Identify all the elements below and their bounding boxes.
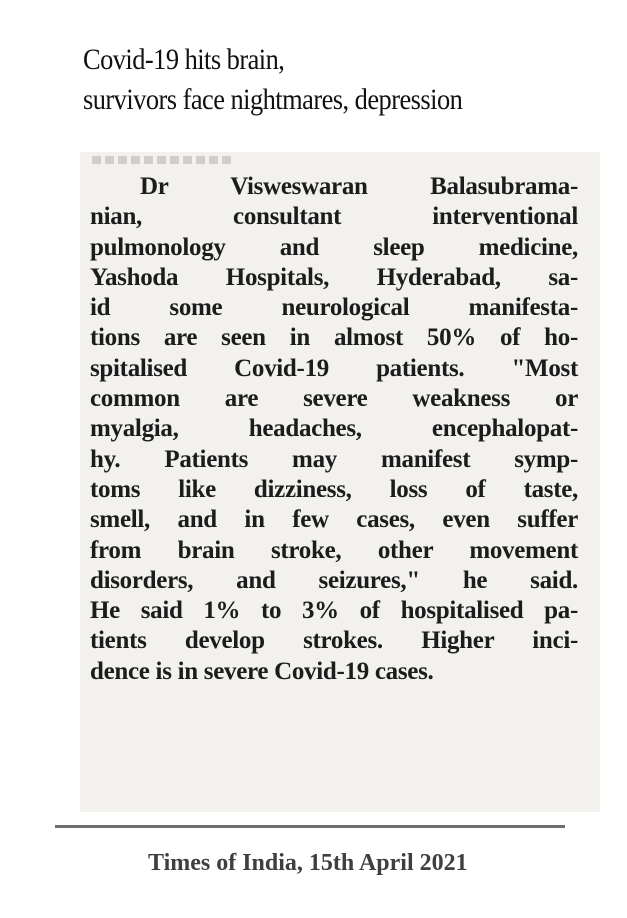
divider-rule (55, 825, 565, 828)
article-line: nian, consultant interventional (90, 203, 578, 231)
article-line: myalgia, headaches, encephalopat- (90, 415, 578, 443)
article-line: spitalised Covid-19 patients. "Most (90, 354, 578, 382)
article-line: disorders, and seizures," he said. (90, 566, 578, 594)
article-line: He said 1% to 3% of hospitalised pa- (90, 597, 578, 625)
article-line: Dr Visweswaran Balasubrama- (140, 173, 578, 200)
article-line: common are severe weakness or (90, 385, 578, 413)
article-line: toms like dizziness, loss of taste, (90, 475, 578, 503)
article-line: tions are seen in almost 50% of ho- (90, 324, 578, 352)
article-line: smell, and in few cases, even suffer (90, 506, 578, 534)
article-line: dence is in severe Covid-19 cases. (90, 657, 434, 685)
clipped-text-remnant (92, 156, 232, 164)
article-line: pulmonology and sleep medicine, (90, 233, 578, 261)
article-body (90, 172, 578, 687)
article-line: Yashoda Hospitals, Hyderabad, sa- (90, 263, 578, 291)
headline (83, 40, 462, 120)
article-line: hy. Patients may manifest symp- (90, 445, 578, 473)
headline-line-1: Covid-19 hits brain, (83, 43, 285, 76)
article-line: tients develop strokes. Higher inci- (90, 627, 578, 655)
article-line: id some neurological manifesta- (90, 294, 578, 322)
source-caption: Times of India, 15th April 2021 (148, 850, 468, 876)
article-line: from brain stroke, other movement (90, 536, 578, 564)
headline-line-2: survivors face nightmares, depression (83, 83, 463, 116)
